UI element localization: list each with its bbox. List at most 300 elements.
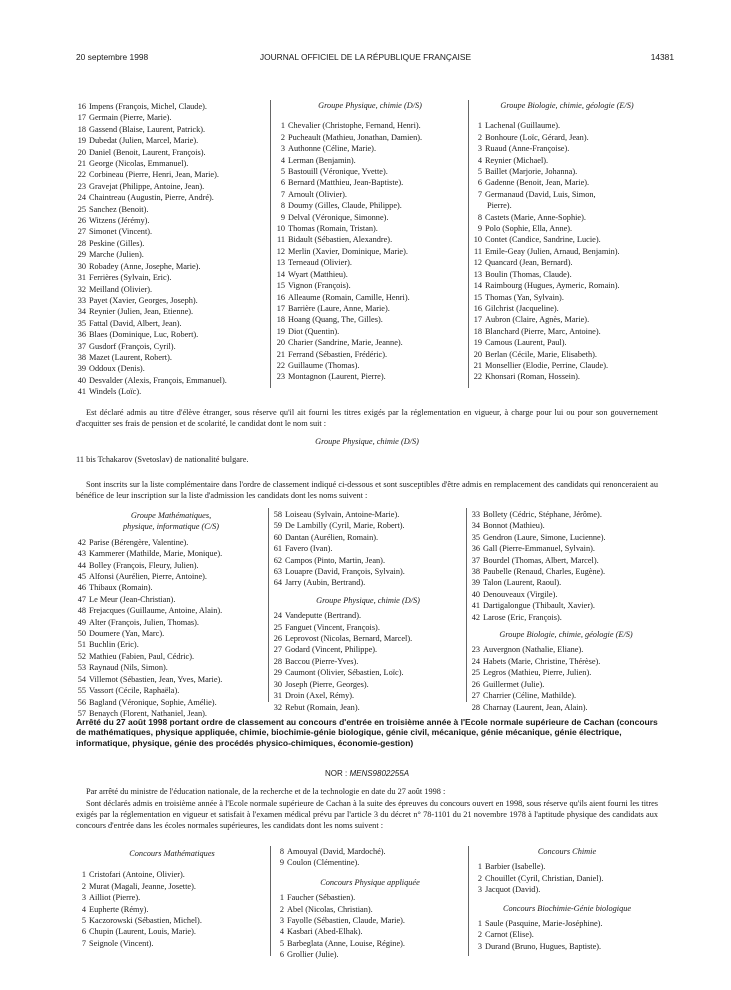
- candidate-entry: [76, 892, 268, 903]
- candidate-name: De Lambilly (Cyril, Marie, Robert).: [285, 521, 405, 531]
- rank-number: 25: [77, 204, 86, 214]
- candidate-name: Coulon (Clémentine).: [287, 858, 360, 868]
- candidate-entry: [470, 702, 662, 713]
- rank-number: 61: [273, 544, 282, 554]
- candidate-name: Wyart (Matthieu).: [288, 269, 348, 279]
- candidate-entry: [275, 132, 465, 143]
- rank-number: 39: [77, 364, 86, 374]
- concours-heading-mathematiques: Concours Mathématiques: [129, 849, 215, 858]
- candidate-name: Doumere (Yan, Marc).: [89, 629, 165, 639]
- candidate-entry: [272, 644, 464, 655]
- candidate-entry: [470, 656, 662, 667]
- candidate-name: Larose (Eric, François).: [483, 612, 562, 622]
- candidate-entry: [272, 610, 464, 621]
- rank-number: 22: [77, 170, 86, 180]
- candidate-name: Dartigalongue (Thibault, Xavier).: [483, 601, 595, 611]
- candidate-entry: [275, 303, 465, 314]
- rank-number: 16: [77, 102, 86, 111]
- rank-number: 27: [273, 645, 282, 655]
- candidate-entry: [472, 212, 662, 223]
- candidate-entry: [272, 622, 464, 633]
- rank-number: 6: [280, 178, 285, 188]
- rank-number: 23: [276, 372, 285, 382]
- rank-number: 31: [273, 691, 282, 701]
- candidate-entry: [76, 605, 266, 616]
- candidate-name: Emile-Geay (Julien, Arnaud, Benjamin).: [485, 246, 620, 256]
- candidate-name: Chaintreau (Augustin, Pierre, André).: [89, 193, 214, 203]
- rank-number: 40: [471, 589, 480, 599]
- candidate-entry: [76, 318, 268, 329]
- rank-number: 55: [77, 686, 86, 696]
- rank-number: 35: [77, 318, 86, 328]
- candidate-entry: [275, 314, 465, 325]
- rank-number: 1: [477, 862, 482, 872]
- candidate-name: Droin (Axel, Rémy).: [285, 691, 355, 701]
- candidate-name: Barrière (Laure, Anne, Marie).: [288, 303, 390, 313]
- candidate-name: Saule (Pasquine, Marie-Joséphine).: [485, 919, 603, 929]
- candidate-entry: [76, 881, 268, 892]
- candidate-name: Fayolle (Sébastien, Claude, Marie).: [287, 916, 405, 926]
- candidate-entry: [470, 600, 662, 611]
- rank-number: 3: [280, 144, 285, 154]
- candidate-entry: [470, 532, 662, 543]
- rank-number: 20: [473, 349, 482, 359]
- group-heading-biologie: Groupe Biologie, chimie, géologie (E/S): [499, 630, 633, 640]
- candidate-entry: [76, 697, 266, 708]
- group-heading-physique-chimie: Groupe Physique, chimie (D/S): [318, 101, 422, 110]
- rank-number: 38: [471, 567, 480, 577]
- candidate-name: Bonnot (Mathieu).: [483, 521, 545, 531]
- candidate-name: Loiseau (Sylvain, Antoine-Marie).: [285, 510, 400, 519]
- bottom-column-3: [472, 846, 662, 952]
- candidate-entry: [76, 135, 268, 146]
- candidate-entry: [76, 582, 266, 593]
- candidate-name: Parise (Bérengère, Valentine).: [89, 537, 189, 547]
- candidate-entry: [275, 234, 465, 245]
- rank-number: 22: [473, 372, 482, 382]
- rank-number: 62: [273, 555, 282, 565]
- candidate-name: Kasbari (Abed-Elhak).: [287, 927, 363, 937]
- rank-number: 7: [477, 189, 482, 199]
- rank-number: 31: [77, 273, 86, 283]
- candidate-name: Buchlin (Eric).: [89, 640, 139, 650]
- rank-number: 4: [279, 927, 284, 937]
- rank-number: 6: [81, 927, 86, 937]
- candidate-name: Rebut (Romain, Jean).: [285, 702, 360, 712]
- nor-label: NOR :: [324, 769, 348, 778]
- rank-number: 43: [77, 549, 86, 559]
- rank-number: 34: [471, 521, 480, 531]
- rank-number: 12: [276, 246, 285, 256]
- candidate-name: Daniel (Benoit, Laurent, François).: [89, 147, 206, 157]
- candidate-name: Monsellier (Elodie, Perrine, Claude).: [485, 360, 609, 370]
- candidate-entry: [274, 904, 466, 915]
- candidate-name: Diot (Quentin).: [288, 326, 340, 336]
- rank-number: 23: [471, 645, 480, 655]
- rank-number: 41: [471, 601, 480, 611]
- candidate-entry: [470, 589, 662, 600]
- candidate-entry: [275, 223, 465, 234]
- rank-number: 15: [276, 281, 285, 291]
- candidate-entry: [76, 295, 268, 306]
- candidate-name: Contet (Candice, Sandrine, Lucie).: [485, 235, 601, 245]
- candidate-name: Thomas (Romain, Tristan).: [288, 224, 378, 234]
- candidate-name: Reynier (Michael).: [485, 155, 549, 165]
- candidate-name: Arnoult (Olivier).: [288, 189, 347, 199]
- header-page-number: 14381: [650, 52, 674, 62]
- candidate-name: Simonet (Vincent).: [89, 227, 153, 237]
- rank-number: 10: [276, 224, 285, 234]
- rank-number: 42: [77, 537, 86, 547]
- rank-number: 36: [471, 544, 480, 554]
- candidate-entry: [275, 189, 465, 200]
- candidate-name: Chevalier (Christophe, Fernand, Henri).: [288, 121, 421, 131]
- candidate-name: Desvalder (Alexis, François, Emmanuel).: [89, 375, 227, 385]
- rank-number: 45: [77, 572, 86, 582]
- rank-number: 58: [273, 510, 282, 519]
- candidate-entry: [76, 651, 266, 662]
- candidate-name: Abel (Nicolas, Christian).: [287, 904, 373, 914]
- candidate-entry: [76, 662, 266, 673]
- candidate-name: Ailliot (Pierre).: [89, 893, 141, 903]
- foreign-group-heading: Groupe Physique, chimie (D/S): [315, 437, 419, 446]
- candidate-entry: [470, 543, 662, 554]
- rank-number: 44: [77, 560, 86, 570]
- candidate-name: Durand (Bruno, Hugues, Baptiste).: [485, 941, 602, 951]
- candidate-entry: [472, 189, 662, 200]
- candidate-entry: [76, 238, 268, 249]
- candidate-name: Lerman (Benjamin).: [288, 155, 356, 165]
- candidate-entry: [472, 873, 662, 884]
- candidate-name: Chouillet (Cyril, Christian, Daniel).: [485, 873, 604, 883]
- rank-number: 18: [473, 326, 482, 336]
- candidate-entry: [275, 120, 465, 131]
- rank-number: 15: [473, 292, 482, 302]
- rank-number: 38: [77, 352, 86, 362]
- candidate-entry: [76, 215, 268, 226]
- candidate-name: Witzens (Jérémy).: [89, 216, 150, 226]
- candidate-entry: [275, 349, 465, 360]
- rank-number: 16: [276, 292, 285, 302]
- candidate-entry: [76, 375, 268, 386]
- rank-number: 9: [280, 212, 285, 222]
- candidate-entry: [76, 869, 268, 880]
- candidate-entry: [274, 915, 466, 926]
- candidate-name: Villemot (Sébastien, Jean, Yves, Marie).: [89, 674, 223, 684]
- rank-number: 37: [471, 555, 480, 565]
- candidate-name: Benaych (Florent, Nathaniel, Jean).: [89, 708, 207, 718]
- rank-number: 41: [77, 387, 86, 397]
- candidate-name: Bolley (François, Fleury, Julien).: [89, 560, 199, 570]
- rank-number: 5: [81, 916, 86, 926]
- rank-number: 11: [474, 246, 482, 256]
- complementary-column-2: [272, 509, 464, 713]
- candidate-entry: [472, 303, 662, 314]
- candidate-entry: [472, 257, 662, 268]
- candidate-name: Alter (François, Julien, Thomas).: [89, 617, 199, 627]
- candidate-name: Bernard (Matthieu, Jean-Baptiste).: [288, 178, 404, 188]
- candidate-name: Raynaud (Nils, Simon).: [89, 663, 168, 673]
- rank-number: 7: [81, 938, 86, 948]
- candidate-name: Dubedat (Julien, Marcel, Marie).: [89, 136, 199, 146]
- rank-number: 30: [77, 261, 86, 271]
- rank-number: 8: [280, 201, 285, 211]
- candidate-entry: [76, 685, 266, 696]
- rank-number: 37: [77, 341, 86, 351]
- candidate-name: Godard (Vincent, Philippe).: [285, 645, 378, 655]
- candidate-name: Bourdel (Thomas, Albert, Marcel).: [483, 555, 599, 565]
- candidate-name: Dantan (Aurélien, Romain).: [285, 532, 379, 542]
- candidate-name: Mathieu (Fabien, Paul, Cédric).: [89, 651, 195, 661]
- candidate-name: Grollier (Julie).: [287, 950, 339, 960]
- candidate-name: Le Meur (Jean-Christian).: [89, 594, 176, 604]
- candidate-name: Baccou (Pierre-Yves).: [285, 656, 359, 666]
- candidate-entry: [272, 509, 464, 520]
- rank-number: 1: [477, 121, 482, 131]
- rank-number: 11: [277, 235, 285, 245]
- candidate-entry: [470, 577, 662, 588]
- top-column-3: [472, 100, 662, 383]
- rank-number: 9: [477, 224, 482, 234]
- rank-number: 2: [477, 873, 482, 883]
- rank-number: 33: [77, 295, 86, 305]
- rank-number: 28: [471, 702, 480, 712]
- rank-number: 8: [279, 847, 284, 856]
- rank-number: 22: [276, 360, 285, 370]
- rank-number: 27: [471, 691, 480, 701]
- candidate-name: Denouveaux (Virgile).: [483, 589, 558, 599]
- candidate-name: Fanguet (Vincent, François).: [285, 622, 380, 632]
- candidate-name: Baillet (Marjorie, Johanna).: [485, 167, 578, 177]
- candidate-entry: [76, 306, 268, 317]
- rank-number: 28: [273, 656, 282, 666]
- rank-number: 34: [77, 307, 86, 317]
- candidate-name: Peskine (Gilles).: [89, 238, 145, 248]
- rank-number: 24: [77, 193, 86, 203]
- column-divider: [268, 508, 269, 702]
- candidate-name: Joseph (Pierre, Georges).: [285, 679, 369, 689]
- candidate-entry: [76, 158, 268, 169]
- candidate-entry: [76, 352, 268, 363]
- candidate-entry: [470, 690, 662, 701]
- rank-number: 49: [77, 617, 86, 627]
- complementary-column-1: [76, 510, 266, 719]
- nor-reference: [76, 769, 658, 778]
- candidate-entry: [275, 212, 465, 223]
- rank-number: 23: [77, 181, 86, 191]
- complementary-column-3: [470, 509, 662, 713]
- rank-number: 2: [477, 930, 482, 940]
- candidate-name: Ferrand (Sébastien, Frédéric).: [288, 349, 388, 359]
- candidate-entry: [275, 371, 465, 382]
- candidate-entry: [472, 223, 662, 234]
- rank-number: 64: [273, 578, 282, 588]
- candidate-entry: [274, 926, 466, 937]
- candidate-name: Montagnon (Laurent, Pierre).: [288, 372, 386, 382]
- candidate-entry: [76, 329, 268, 340]
- candidate-entry: [76, 226, 268, 237]
- candidate-entry: [472, 246, 662, 257]
- candidate-entry: [472, 292, 662, 303]
- candidate-entry: [472, 941, 662, 952]
- candidate-entry: [274, 892, 466, 903]
- candidate-entry: [76, 204, 268, 215]
- rank-number: 2: [477, 132, 482, 142]
- candidate-entry: [470, 520, 662, 531]
- candidate-entry: [76, 284, 268, 295]
- rank-number: 26: [77, 216, 86, 226]
- candidate-entry: [275, 360, 465, 371]
- candidate-entry: [274, 938, 466, 949]
- candidate-entry: [76, 904, 268, 915]
- candidate-name: Impens (François, Michel, Claude).: [89, 102, 207, 111]
- candidate-entry: [472, 234, 662, 245]
- group-heading-biologie: Groupe Biologie, chimie, géologie (E/S): [500, 101, 634, 110]
- candidate-entry: [76, 169, 268, 180]
- candidate-entry: [275, 200, 465, 211]
- candidate-name: Barbeglata (Anne, Louise, Régine).: [287, 938, 405, 948]
- candidate-entry: [76, 628, 266, 639]
- candidate-entry: [272, 702, 464, 713]
- candidate-name: Raimbourg (Hugues, Aymeric, Romain).: [485, 281, 620, 291]
- rank-number: 1: [280, 121, 285, 131]
- foreign-student-paragraph: Est déclaré admis au titre d'élève étranger, sous réserve qu'il ait fourni les titres exigés par la réglementation en vigueur, à charge pour lui ou pour son gouvernement d'acquitter ses frais de pension et de scolarité, le candidat dont le nom suit :: [76, 408, 658, 428]
- nor-code: MENS9802255A: [349, 769, 410, 778]
- rank-number: 54: [77, 674, 86, 684]
- candidate-name: Leprovost (Nicolas, Bernard, Marcel).: [285, 634, 413, 644]
- candidate-entry: [275, 326, 465, 337]
- candidate-entry: [272, 667, 464, 678]
- candidate-name: Hoang (Quang, The, Gilles).: [288, 315, 383, 325]
- rank-number: 4: [477, 155, 482, 165]
- candidate-name: Gall (Pierre-Emmanuel, Sylvain).: [483, 544, 595, 554]
- candidate-name: Payet (Xavier, Georges, Joseph).: [89, 295, 198, 305]
- candidate-entry: [275, 143, 465, 154]
- rank-number: 40: [77, 375, 86, 385]
- concours-heading-biochimie: Concours Biochimie-Génie biologique: [502, 903, 632, 913]
- candidate-entry: [272, 690, 464, 701]
- candidate-name: Louapre (David, François, Sylvain).: [285, 567, 405, 577]
- candidate-entry: [472, 884, 662, 895]
- concours-heading-chimie: Concours Chimie: [537, 847, 597, 856]
- rank-number: 33: [471, 510, 480, 519]
- rank-number: 1: [477, 919, 482, 929]
- candidate-entry: [76, 181, 268, 192]
- candidate-name: Paubelle (Renaud, Charles, Eugène).: [483, 567, 606, 577]
- rank-number: 14: [276, 269, 285, 279]
- candidate-entry: [76, 341, 268, 352]
- candidate-entry: [275, 246, 465, 257]
- candidate-entry: [274, 846, 466, 857]
- bottom-column-1: [76, 848, 268, 949]
- column-divider: [468, 100, 469, 388]
- group-heading-mathematiques: Groupe Mathématiques,: [130, 511, 212, 520]
- candidate-name: Bonhoure (Loïc, Gérard, Jean).: [485, 132, 589, 142]
- rank-number: 16: [473, 303, 482, 313]
- candidate-name: Bidault (Sébastien, Alexandre).: [288, 235, 393, 245]
- candidate-entry: [274, 949, 466, 960]
- candidate-entry: [472, 120, 662, 131]
- candidate-name: Polo (Sophie, Ella, Anne).: [485, 224, 573, 234]
- rank-number: 14: [473, 281, 482, 291]
- candidate-name: Jacquot (David).: [485, 885, 541, 895]
- candidate-entry: [76, 571, 266, 582]
- candidate-entry: [472, 177, 662, 188]
- candidate-name: Vignon (François).: [288, 281, 351, 291]
- candidate-name: George (Nicolas, Emmanuel).: [89, 159, 189, 169]
- candidate-entry: [275, 280, 465, 291]
- candidate-entry: [470, 566, 662, 577]
- candidate-name: Legros (Mathieu, Pierre, Julien).: [483, 668, 592, 678]
- candidate-entry: [76, 124, 268, 135]
- candidate-name: Seignole (Vincent).: [89, 938, 154, 948]
- rank-number: 17: [276, 303, 285, 313]
- candidate-entry: [472, 132, 662, 143]
- candidate-name: Faucher (Sébastien).: [287, 893, 356, 903]
- foreign-student-line: 11 bis Tchakarov (Svetoslav) de nationalité bulgare.: [76, 455, 249, 464]
- candidate-entry: [272, 656, 464, 667]
- candidate-name: Gravejat (Philippe, Antoine, Jean).: [89, 181, 205, 191]
- candidate-entry: [272, 566, 464, 577]
- rank-number: 7: [280, 189, 285, 199]
- header-date: 20 septembre 1998: [76, 52, 149, 62]
- rank-number: 50: [77, 629, 86, 639]
- rank-number: 51: [77, 640, 86, 650]
- candidate-name: Guillermet (Julie).: [483, 679, 545, 689]
- candidate-name: Charnay (Laurent, Jean, Alain).: [483, 702, 588, 712]
- candidate-name: Murat (Magali, Jeanne, Josette).: [89, 881, 196, 891]
- candidate-entry: [76, 192, 268, 203]
- rank-number: 39: [471, 578, 480, 588]
- rank-number: 19: [77, 136, 86, 146]
- rank-number: 57: [77, 708, 86, 718]
- candidate-name: Barbier (Isabelle).: [485, 862, 546, 872]
- rank-number: 46: [77, 583, 86, 593]
- candidate-name: Ferrières (Sylvain, Eric).: [89, 273, 172, 283]
- candidate-name: Bagland (Véronique, Sophie, Amélie).: [89, 697, 217, 707]
- candidate-name: Caumont (Olivier, Sébastien, Loïc).: [285, 668, 404, 678]
- rank-number: 30: [273, 679, 282, 689]
- candidate-name: Meilland (Olivier).: [89, 284, 153, 294]
- candidate-name: Terneaud (Olivier).: [288, 258, 352, 268]
- rank-number: 17: [473, 315, 482, 325]
- candidate-entry: [76, 548, 266, 559]
- candidate-name: Merlin (Xavier, Dominique, Marie).: [288, 246, 408, 256]
- rank-number: 17: [77, 113, 86, 123]
- candidate-entry: [76, 915, 268, 926]
- candidate-entry: [472, 918, 662, 929]
- candidate-entry: [272, 555, 464, 566]
- candidate-entry: [472, 326, 662, 337]
- candidate-name: Mazet (Laurent, Robert).: [89, 352, 172, 362]
- candidate-entry: [272, 532, 464, 543]
- candidate-name: Boulin (Thomas, Claude).: [485, 269, 572, 279]
- candidate-entry: [272, 633, 464, 644]
- candidate-entry: [275, 292, 465, 303]
- rank-number: 2: [279, 904, 284, 914]
- rank-number: 19: [276, 326, 285, 336]
- candidate-name: Reynier (Julien, Jean, Etienne).: [89, 307, 194, 317]
- candidate-name: Berlan (Cécile, Marie, Elisabeth).: [485, 349, 597, 359]
- rank-number: 25: [471, 668, 480, 678]
- candidate-name: Blaes (Dominique, Luc, Robert).: [89, 330, 199, 340]
- arrete-paragraph-2: Sont déclarés admis en troisième année à l'Ecole normale supérieure de Cachan à la suite des épreuves du concours ouvert en 1998, sous réserve qu'ils aient fourni les titres exigés par la réglementation en vigueur et satisfait à l'examen médical prévu par l'article 3 du décret n° 78-1101 du 21 novembre 1978 à l'aptitude physique des candidats aux concours d'entrée dans les écoles normales supérieures, les candidats dont les noms suivent :: [76, 799, 658, 830]
- candidate-entry: [76, 674, 266, 685]
- rank-number: 20: [276, 338, 285, 348]
- candidate-name: Bollety (Cédric, Stéphane, Jérôme).: [483, 510, 602, 519]
- candidate-name: Gusdorf (François, Cyril).: [89, 341, 176, 351]
- candidate-entry: [275, 166, 465, 177]
